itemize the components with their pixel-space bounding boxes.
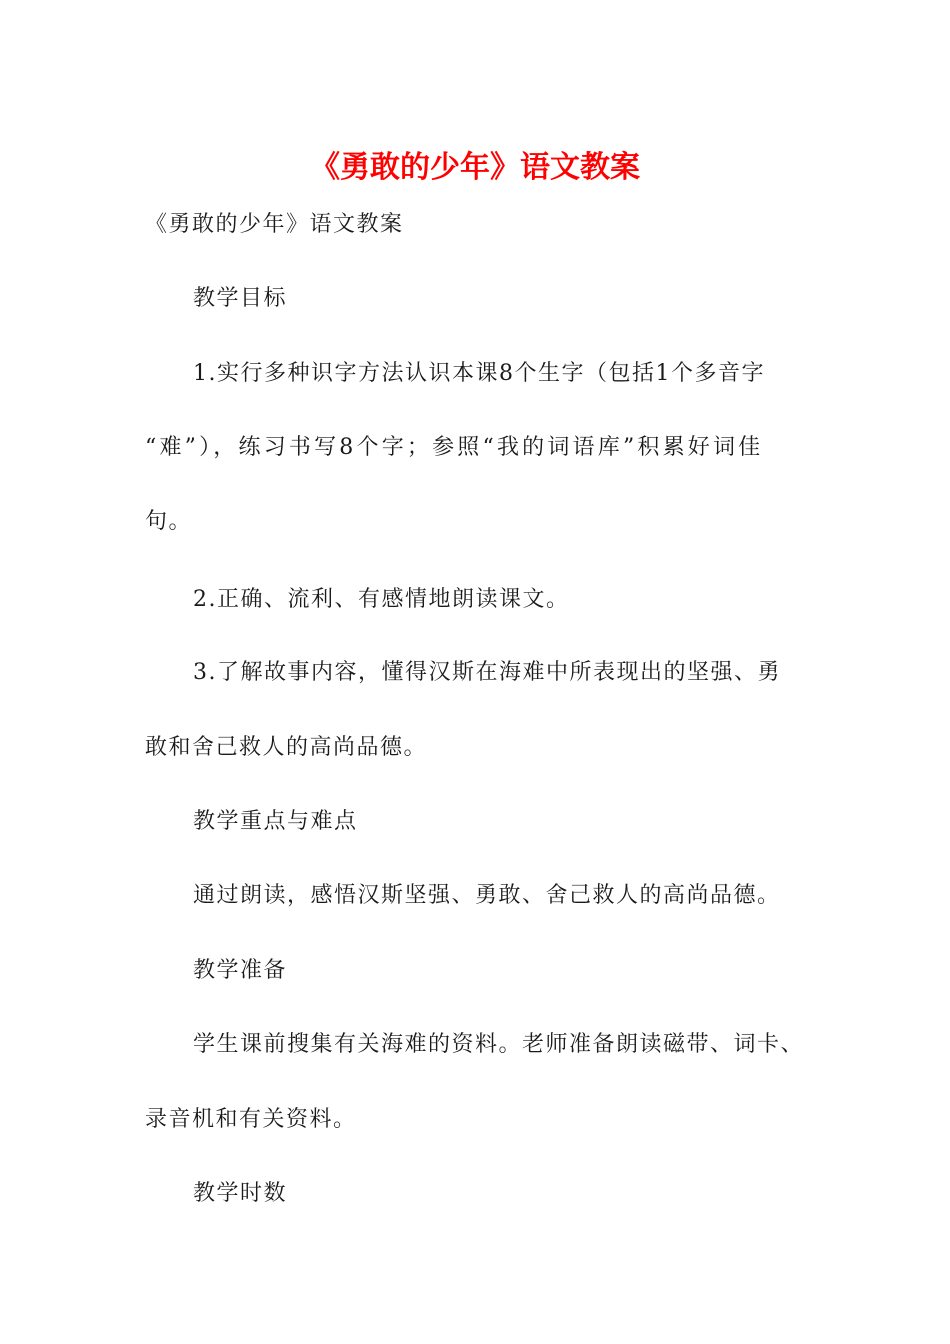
section-heading-class-hours: 教学时数 [193,1181,288,1206]
paragraph-line: 敢和舍己救人的高尚品德。 [145,735,428,760]
paragraph-line: 句。 [145,509,193,534]
paragraph-line: 录音机和有关资料。 [145,1107,357,1132]
paragraph-line: 通过朗读，感悟汉斯坚强、勇敢、舍己救人的高尚品德。 [193,883,781,908]
paragraph-line: 3.了解故事内容，懂得汉斯在海难中所表现出的坚强、勇 [193,660,781,685]
document-title: 《勇敢的少年》语文教案 [310,150,640,185]
paragraph-line: “难”），练习书写8个字；参照“我的词语库”积累好词佳 [145,435,764,460]
section-heading-key-points: 教学重点与难点 [193,809,358,834]
paragraph-line: 1.实行多种识字方法认识本课8个生字（包括1个多音字 [193,361,765,386]
paragraph-line: 2.正确、流利、有感情地朗读课文。 [193,587,570,612]
section-heading-preparation: 教学准备 [193,958,288,983]
subtitle-line: 《勇敢的少年》语文教案 [145,212,404,237]
paragraph-line: 学生课前搜集有关海难的资料。老师准备朗读磁带、词卡、 [193,1032,805,1057]
section-heading-teaching-goals: 教学目标 [193,286,288,311]
